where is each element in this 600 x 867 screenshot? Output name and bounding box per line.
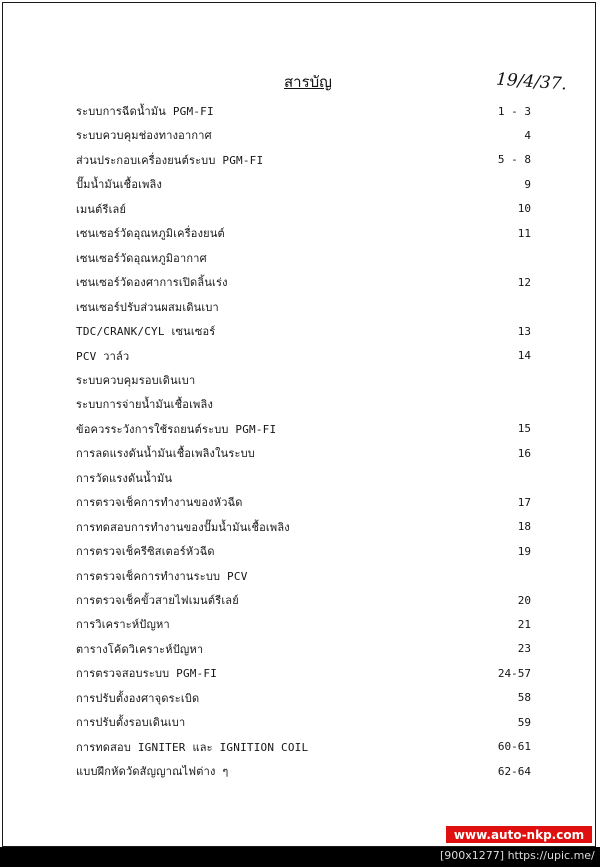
- toc-entry-label: เซนเซอร์วัดองศาการเปิดลิ้นเร่ง: [76, 276, 228, 290]
- toc-entry-label: ระบบการจ่ายน้ำมันเชื้อเพลิง: [76, 398, 214, 412]
- toc-entry-label: ตารางโค้ดวิเคราะห์ปัญหา: [76, 642, 204, 656]
- toc-entry-label: ระบบควบคุมรอบเดินเบา: [76, 373, 196, 387]
- toc-entry-page: 60-61: [497, 740, 531, 754]
- toc-entry-page: 20: [517, 593, 531, 607]
- toc-entry: [76, 761, 531, 781]
- image-dimensions-text: [900x1277] https://upic.me/: [440, 849, 595, 862]
- toc-entry: [76, 370, 531, 390]
- toc-entry-label: ส่วนประกอบเครื่องยนต์ระบบ PGM-FI: [76, 153, 264, 167]
- toc-entry-page: 23: [517, 642, 531, 656]
- toc-entry-page: 13: [517, 324, 531, 338]
- toc-entry: [76, 346, 531, 366]
- toc-entry: [76, 174, 531, 194]
- toc-entry-label: ข้อควรระวังการใช้รถยนต์ระบบ PGM-FI: [76, 422, 277, 436]
- toc-entry: [76, 492, 531, 512]
- toc-entry-label: ปั๊มน้ำมันเชื้อเพลิง: [76, 178, 163, 192]
- toc-entry: [76, 517, 531, 537]
- toc-entry-label: ระบบการฉีดน้ำมัน PGM-FI: [76, 105, 214, 118]
- toc-entry-label: การลดแรงดันน้ำมันเชื้อเพลิงในระบบ: [76, 447, 255, 461]
- toc-entry-page: 24-57: [497, 666, 531, 680]
- site-watermark[interactable]: www.auto-nkp.com: [446, 826, 592, 843]
- toc-entry-label: แบบฝึกหัดวัดสัญญาณไฟต่าง ๆ: [76, 765, 229, 779]
- toc-entry: [76, 272, 531, 292]
- toc-entry-page: 18: [517, 520, 531, 534]
- toc-entry-label: PCV วาล์ว: [76, 349, 130, 363]
- toc-entry-label: การตรวจเช็ครีซิสเตอร์หัวฉีด: [76, 545, 215, 559]
- toc-entry-label: การตรวจเช็คการทำงานของหัวฉีด: [76, 496, 243, 510]
- toc-entry-label: การตรวจสอบระบบ PGM-FI: [76, 667, 218, 681]
- toc-entry: [76, 125, 531, 145]
- toc-entry-label: การปรับตั้งรอบเดินเบา: [76, 716, 186, 730]
- toc-entry: [76, 101, 531, 121]
- toc-entry-label: การวัดแรงดันน้ำมัน: [76, 471, 173, 485]
- toc-entry-label: การทดสอบการทำงานของปั๊มน้ำมันเชื้อเพลิง: [76, 520, 290, 534]
- toc-entry: [76, 150, 531, 170]
- toc-entry: [76, 688, 531, 708]
- toc-entry-page: 19: [517, 544, 531, 558]
- toc-entry: [76, 199, 531, 219]
- toc-entry-page: 10: [517, 202, 531, 216]
- toc-entry-label: ระบบควบคุมช่องทางอากาศ: [76, 129, 212, 143]
- toc-entry: [76, 639, 531, 659]
- toc-entry: [76, 394, 531, 414]
- handwritten-date: 19/4/37.: [495, 69, 568, 95]
- toc-entry-label: เซนเซอร์ปรับส่วนผสมเดินเบา: [76, 300, 219, 314]
- toc-entry-label: การตรวจเช็คการทำงานระบบ PCV: [76, 569, 248, 583]
- toc-entry-page: 62-64: [497, 764, 531, 778]
- toc-entry-page: 58: [517, 691, 531, 705]
- toc-entry-page: 5 - 8: [497, 153, 531, 167]
- toc-entry: [76, 663, 531, 683]
- toc-entry: [76, 566, 531, 586]
- toc-entry: [76, 614, 531, 634]
- page-title: สารบัญ: [284, 73, 332, 91]
- toc-entry: [76, 443, 531, 463]
- toc-entry-label: การตรวจเช็คขั้วสายไฟเมนต์รีเลย์: [76, 594, 239, 607]
- toc-entry-page: 15: [517, 422, 531, 436]
- toc-entry-page: 21: [517, 617, 531, 631]
- toc-entry-page: 16: [517, 446, 531, 460]
- toc-entry-label: เซนเซอร์วัดอุณหภูมิเครื่องยนต์: [76, 227, 225, 241]
- toc-entry: [76, 248, 531, 268]
- toc-entry-page: 9: [524, 177, 531, 191]
- toc-entry: [76, 541, 531, 561]
- toc-entry: [76, 468, 531, 488]
- toc-entry: [76, 321, 531, 341]
- toc-entry-page: 17: [517, 495, 531, 509]
- toc-entry-page: 1 - 3: [497, 104, 531, 118]
- toc-entry-page: 14: [517, 349, 531, 362]
- toc-entry-label: การวิเคราะห์ปัญหา: [76, 618, 170, 632]
- toc-entry-page: 11: [517, 226, 531, 240]
- toc-entry: [76, 737, 531, 757]
- toc-entry-label: TDC/CRANK/CYL เซนเซอร์: [76, 325, 216, 339]
- toc-entry-page: 12: [517, 275, 531, 289]
- toc-entry: [76, 297, 531, 317]
- toc-entry-label: การทดสอบ IGNITER และ IGNITION COIL: [76, 740, 309, 754]
- toc-entry: [76, 419, 531, 439]
- toc-entry-page: 59: [517, 715, 531, 729]
- toc-entry: [76, 590, 531, 610]
- toc-entry-label: การปรับตั้งองศาจุดระเบิด: [76, 691, 200, 705]
- toc-entry-label: เซนเซอร์วัดอุณหภูมิอากาศ: [76, 251, 207, 265]
- toc-entry: [76, 223, 531, 243]
- toc-entry: [76, 712, 531, 732]
- toc-entry-page: 4: [524, 128, 531, 142]
- toc-entry-label: เมนต์รีเลย์: [76, 202, 127, 216]
